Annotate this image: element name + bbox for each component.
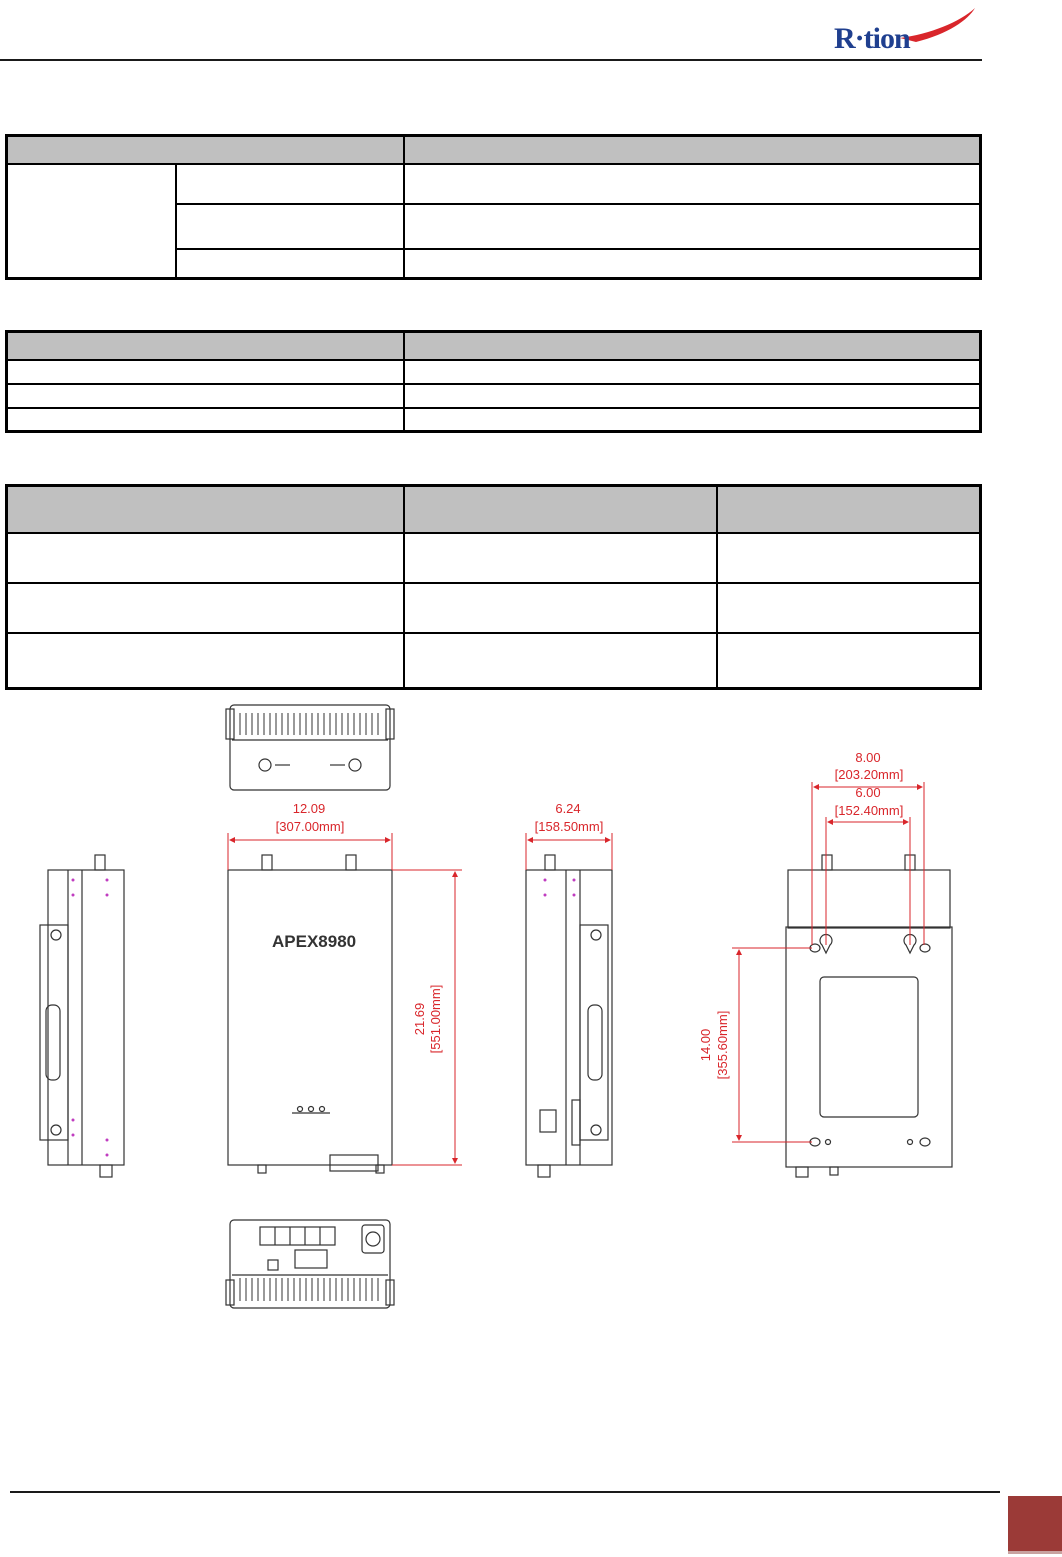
front-height-mm: [551.00mm] [428,984,443,1054]
table-cell [404,204,981,249]
table-cell [404,164,981,204]
table-cell [404,583,717,633]
front-width-dimension [228,833,392,870]
spec-table-2 [5,330,982,433]
table-header-cell [404,332,981,360]
table-header-row [7,332,981,360]
table-cell [404,249,981,279]
table-row [7,633,981,689]
table-cell [7,360,405,384]
bottom-view [226,1220,394,1308]
table-header-cell [7,332,405,360]
rear-mount-view [786,855,952,1177]
mount-inner-mm: [152.40mm] [834,803,904,818]
header-rule [0,59,982,61]
table-cell [717,583,981,633]
table-row [7,164,981,204]
table-row [7,384,981,408]
mount-inner-inches: 6.00 [855,785,881,800]
mount-inner-dimension [826,817,910,945]
model-label: APEX8980 [272,932,357,951]
table-cell [404,533,717,583]
mount-outer-inches: 8.00 [855,750,881,765]
side-depth-dimension [526,833,612,870]
table-cell [717,533,981,583]
dimension-drawing-svg [0,695,1000,1325]
table-cell [7,408,405,432]
table-header-cell [7,136,405,164]
table-cell [7,533,405,583]
table-row [7,583,981,633]
right-side-view [526,855,612,1177]
page-number-tab [1008,1496,1062,1554]
top-view [226,705,394,790]
table-header-row [7,486,981,533]
spec-table-1 [5,134,982,280]
table-header-cell [7,486,405,533]
footer-rule [10,1491,1000,1493]
front-width-mm: [307.00mm] [275,819,345,834]
mount-outer-mm: [203.20mm] [834,767,904,782]
table-row [7,533,981,583]
table-cell [7,583,405,633]
front-width-inches: 12.09 [292,801,326,816]
front-view [228,855,392,1173]
spec-table-3 [5,484,982,690]
table-header-cell [717,486,981,533]
table-cell [717,633,981,689]
table-cell [7,384,405,408]
table-cell [176,164,404,204]
table-cell [7,164,177,279]
table-header-cell [404,136,981,164]
table-cell [176,204,404,249]
company-logo [830,4,980,56]
mount-vertical-dimension [732,948,812,1142]
table-cell [7,633,405,689]
front-height-dimension [392,870,462,1165]
side-depth-inches: 6.24 [555,801,581,816]
table-cell [404,384,981,408]
table-cell [404,408,981,432]
table-cell [176,249,404,279]
mechanical-drawing [0,695,1000,1325]
table-cell [404,360,981,384]
mount-vertical-mm: [355.60mm] [715,1010,730,1080]
table-row [7,360,981,384]
table-header-cell [404,486,717,533]
table-cell [404,633,717,689]
side-depth-mm: [158.50mm] [534,819,604,834]
table-header-row [7,136,981,164]
table-row [7,408,981,432]
logo-text: R·tion [834,22,910,55]
left-side-view [40,855,124,1177]
front-height-inches: 21.69 [412,1002,427,1036]
page-tab-underline [1008,1551,1062,1554]
mount-vertical-inches: 14.00 [698,1028,713,1062]
